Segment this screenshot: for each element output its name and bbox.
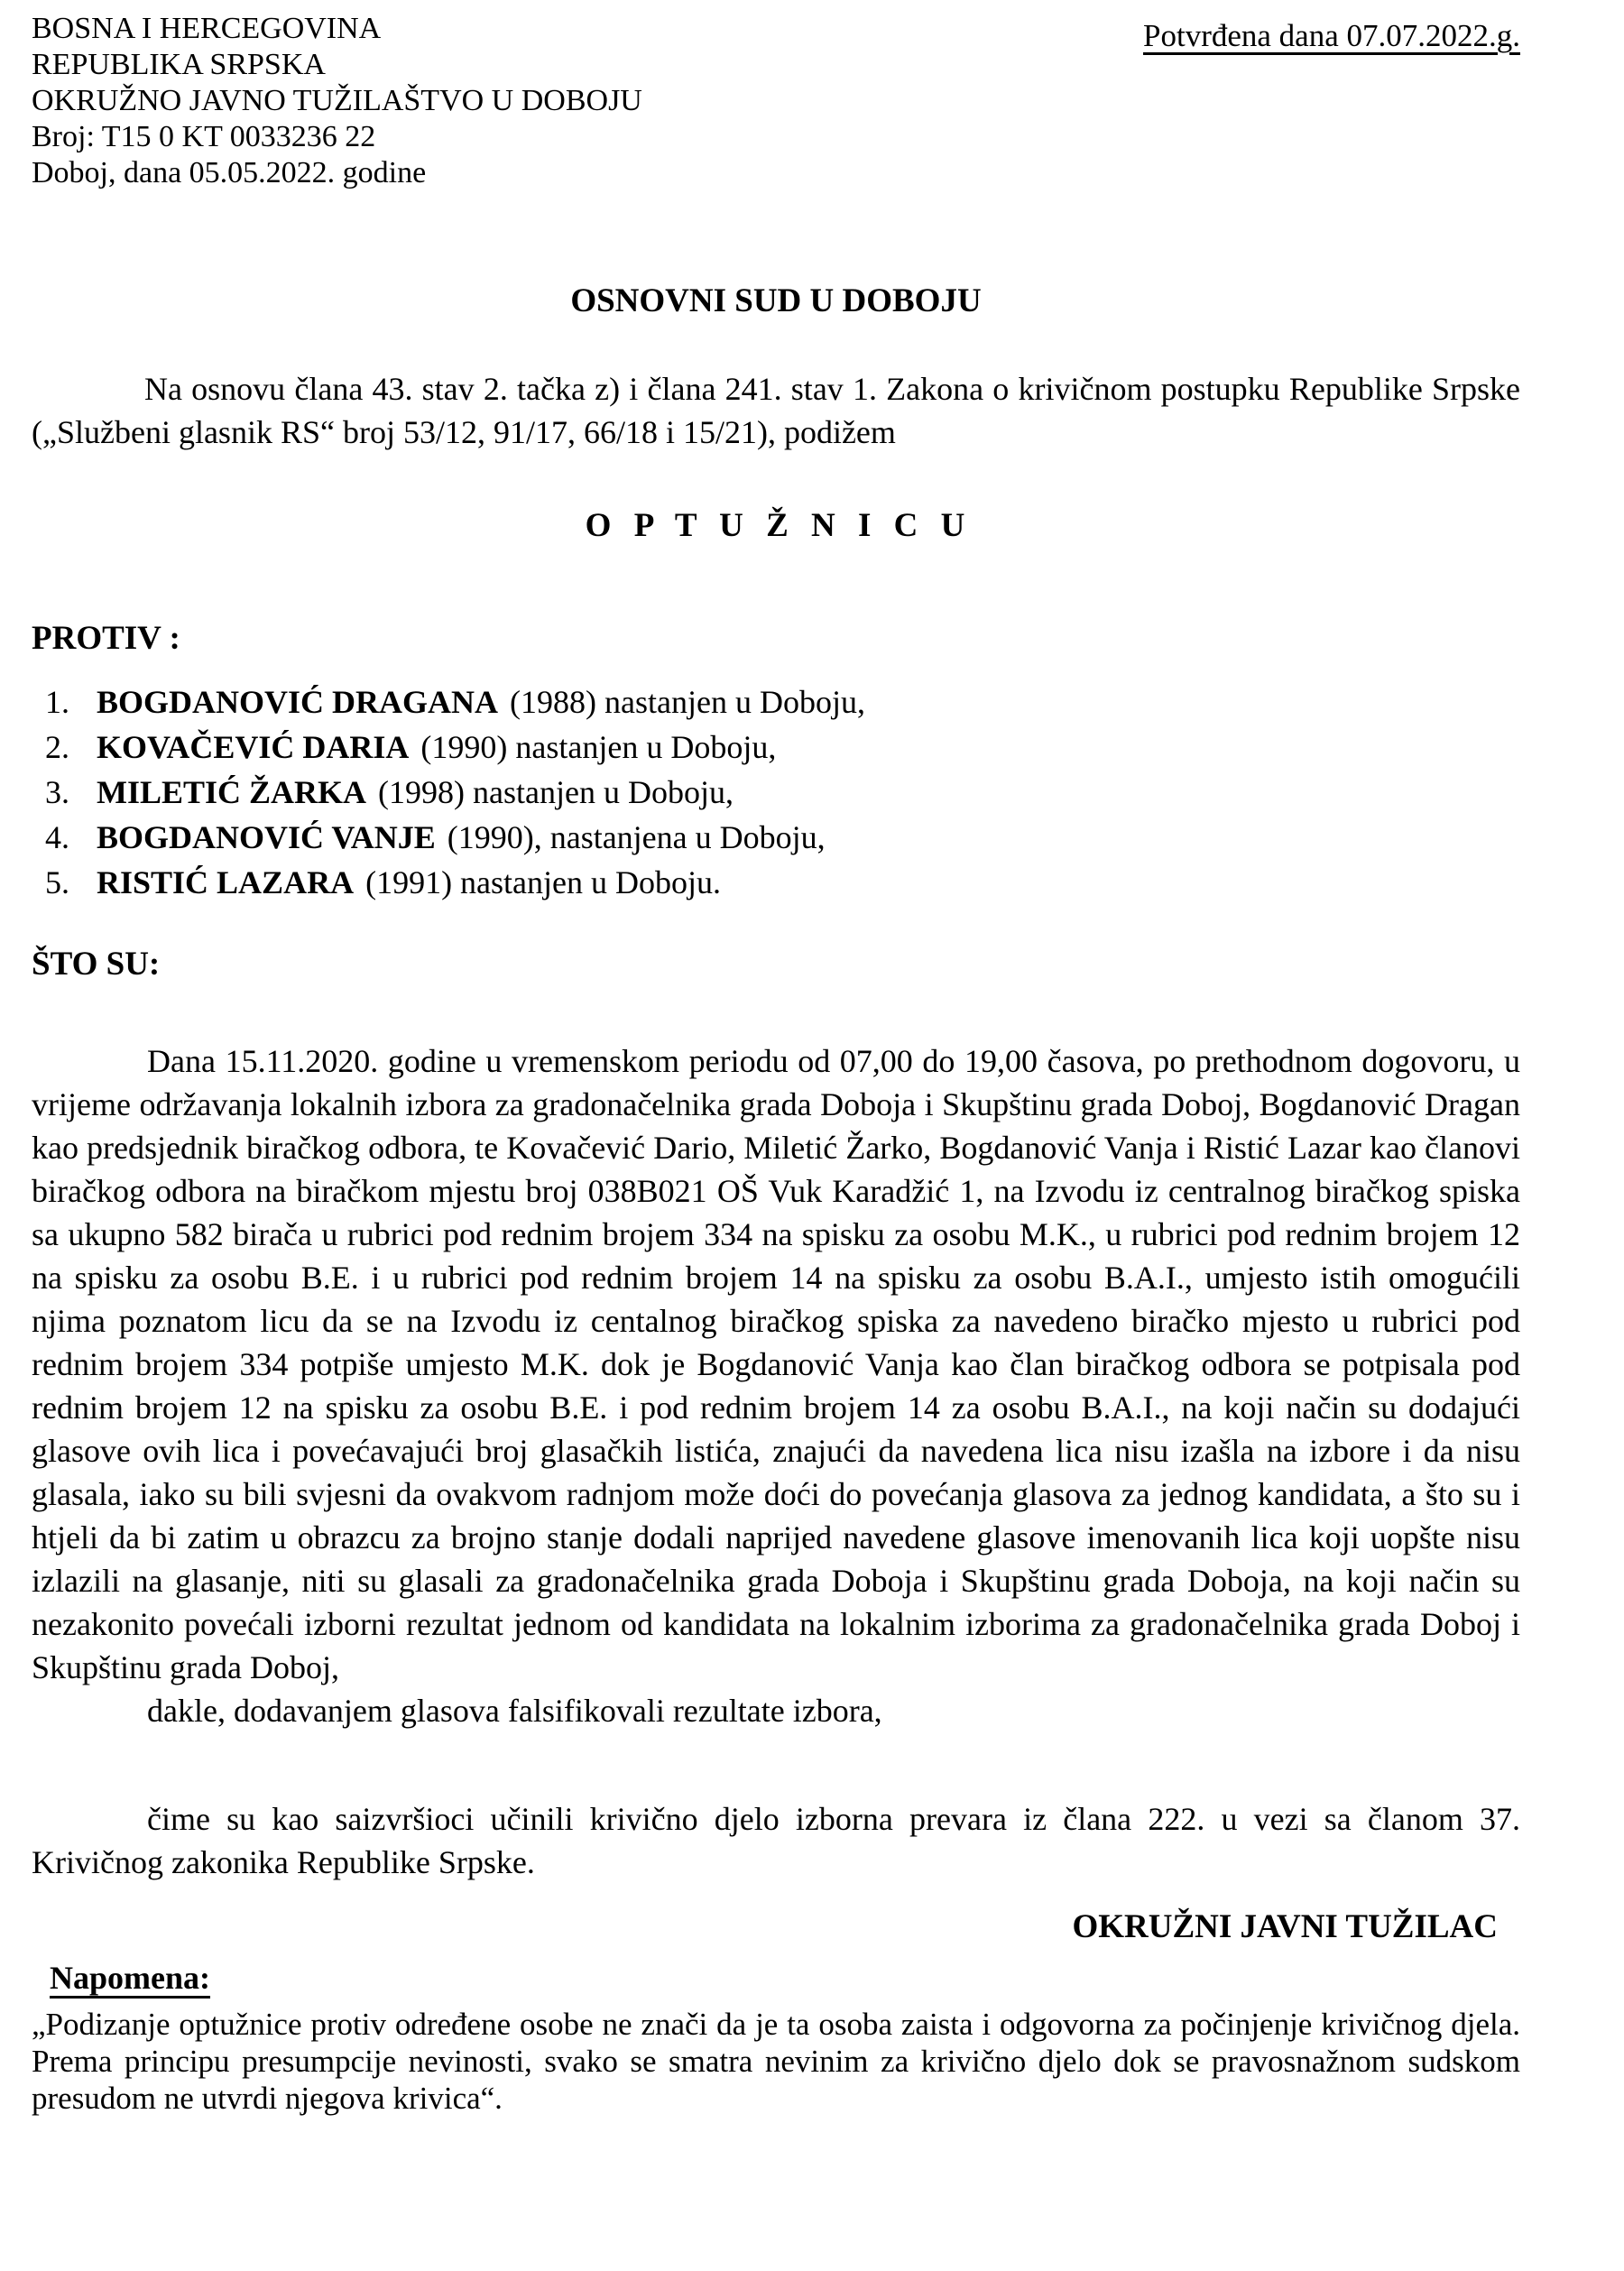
defendant-number: 3. xyxy=(45,774,69,810)
defendant-details: (1990), nastanjena u Doboju, xyxy=(447,819,826,855)
against-label: PROTIV : xyxy=(32,620,180,657)
legal-basis-paragraph: Na osnovu člana 43. stav 2. tačka z) i člana 241. stav 1. Zakona o krivičnom postupku Republike Srpske („Službeni glasnik RS“ broj 53/12, 91/17, 66/18 i 15/21), podižem xyxy=(32,371,1520,450)
defendant-row xyxy=(32,679,1520,725)
header-line-country: BOSNA I HERCEGOVINA xyxy=(32,12,382,45)
confirmation-date: Potvrđena dana 07.07.2022.g. xyxy=(1143,18,1520,53)
defendant-number: 1. xyxy=(45,684,69,720)
defendant-row xyxy=(32,815,1520,860)
defendant-name: MILETIĆ ŽARKA xyxy=(97,774,367,810)
defendant-name: BOGDANOVIĆ DRAGANA xyxy=(97,684,499,720)
what-label: ŠTO SU: xyxy=(32,946,161,983)
header-line-case-number: Broj: T15 0 KT 0033236 22 xyxy=(32,120,376,153)
defendant-entry xyxy=(97,679,865,725)
qualification-paragraph: čime su kao saizvršioci učinili krivično djelo izborna prevara iz člana 222. u vezi sa članom 37. Krivičnog zakonika Republike Srpske. xyxy=(32,1801,1520,1880)
header-line-office: OKRUŽNO JAVNO TUŽILAŠTVO U DOBOJU xyxy=(32,84,642,117)
defendant-number: 5. xyxy=(45,864,69,900)
statement-paragraph: Dana 15.11.2020. godine u vremenskom periodu od 07,00 do 19,00 časova, po prethodnom dogovoru, u vrijeme održavanja lokalnih izbora za gradonačelnika grada Doboja i Skupštinu grada Doboj, Bogdanović Dragan kao predsjednik biračkog odbora, te Kovačević Dario, Miletić Žarko, Bogdanović Vanja i Ristić Lazar kao članovi biračkog odbora na biračkom mjestu broj 038B021 OŠ Vuk Karadžić 1, na Izvodu iz centralnog biračkog spiska sa ukupno 582 birača u rubrici pod rednim brojem 334 na spisku za osobu M.K., u rubrici pod rednim brojem 12 na spisku za osobu B.E. i u rubrici pod rednim brojem 14 na spisku za osobu B.A.I., umjesto istih omogućili njima poznatom licu da se na Izvodu iz centalnog biračkog spiska za navedeno biračko mjesto u rubrici pod rednim brojem 334 potpiše umjesto M.K. dok je Bogdanović Vanja kao član biračkog odbora se potpisala pod rednim brojem 12 na spisku za osobu B.E. i pod rednim brojem 14 za osobu B.A.I., na koji način su dodajući glasove ovih lica i povećavajući broj glasačkih listića, znajući da navedena lica nisu izašla na izbore i da nisu glasala, iako su bili svjesni da ovakvom radnjom može doći do povećanja glasova za jednog kandidata, a što su i htjeli da bi zatim u obrazcu za brojno stanje dodali naprijed navedene glasove imenovanih lica koji uopšte nisu izlazili na glasanje, niti su glasali za gradonačelnika grada Doboja i Skupštinu grada Doboja, na koji način su nezakonito povećali izborni rezultat jednom od kandidata na lokalnim izborima za gradonačelnika grada Doboj i Skupštinu grada Doboj, xyxy=(32,1043,1520,1685)
defendant-details: (1991) nastanjen u Doboju. xyxy=(365,864,722,900)
defendant-name: BOGDANOVIĆ VANJE xyxy=(97,819,436,855)
court-title: OSNOVNI SUD U DOBOJU xyxy=(570,282,982,319)
defendant-entry xyxy=(97,860,721,905)
defendant-name: RISTIĆ LAZARA xyxy=(97,864,355,900)
defendant-details: (1990) nastanjen u Doboju, xyxy=(420,729,777,765)
conclusion-line: dakle, dodavanjem glasova falsifikovali rezultate izbora, xyxy=(147,1693,882,1729)
note-text: „Podizanje optužnice protiv određene osobe ne znači da je ta osoba zaista i odgovorna za počinjenje krivičnog djela. Prema principu presumpcije nevinosti, svako se smatra nevinim za krivično djelo dok se pravosnažnom sudskom presudom ne utvrdi njegova krivica“. xyxy=(32,2007,1520,2116)
defendant-number: 4. xyxy=(45,819,69,855)
defendant-row xyxy=(32,770,1520,815)
document-content xyxy=(32,0,1520,2117)
defendant-row xyxy=(32,860,1520,905)
defendant-entry xyxy=(97,725,776,770)
defendant-number: 2. xyxy=(45,729,69,765)
defendant-details: (1988) nastanjen u Doboju, xyxy=(510,684,865,720)
issuer-block xyxy=(32,11,642,191)
note-label: Napomena: xyxy=(50,1960,210,1996)
defendant-entry xyxy=(97,815,826,860)
defendant-entry xyxy=(97,770,734,815)
document-header xyxy=(32,0,1520,191)
note-label-row xyxy=(50,1959,1520,1997)
defendant-details: (1998) nastanjen u Doboju, xyxy=(378,774,734,810)
defendants-list xyxy=(32,679,1520,905)
defendant-row xyxy=(32,725,1520,770)
header-line-date: Doboj, dana 05.05.2022. godine xyxy=(32,156,427,189)
prosecutor-title: OKRUŽNI JAVNI TUŽILAC xyxy=(1072,1908,1498,1945)
header-line-entity: REPUBLIKA SRPSKA xyxy=(32,48,326,81)
defendant-name: KOVAČEVIĆ DARIA xyxy=(97,729,410,765)
indictment-title: O P T U Ž N I C U xyxy=(585,507,967,544)
